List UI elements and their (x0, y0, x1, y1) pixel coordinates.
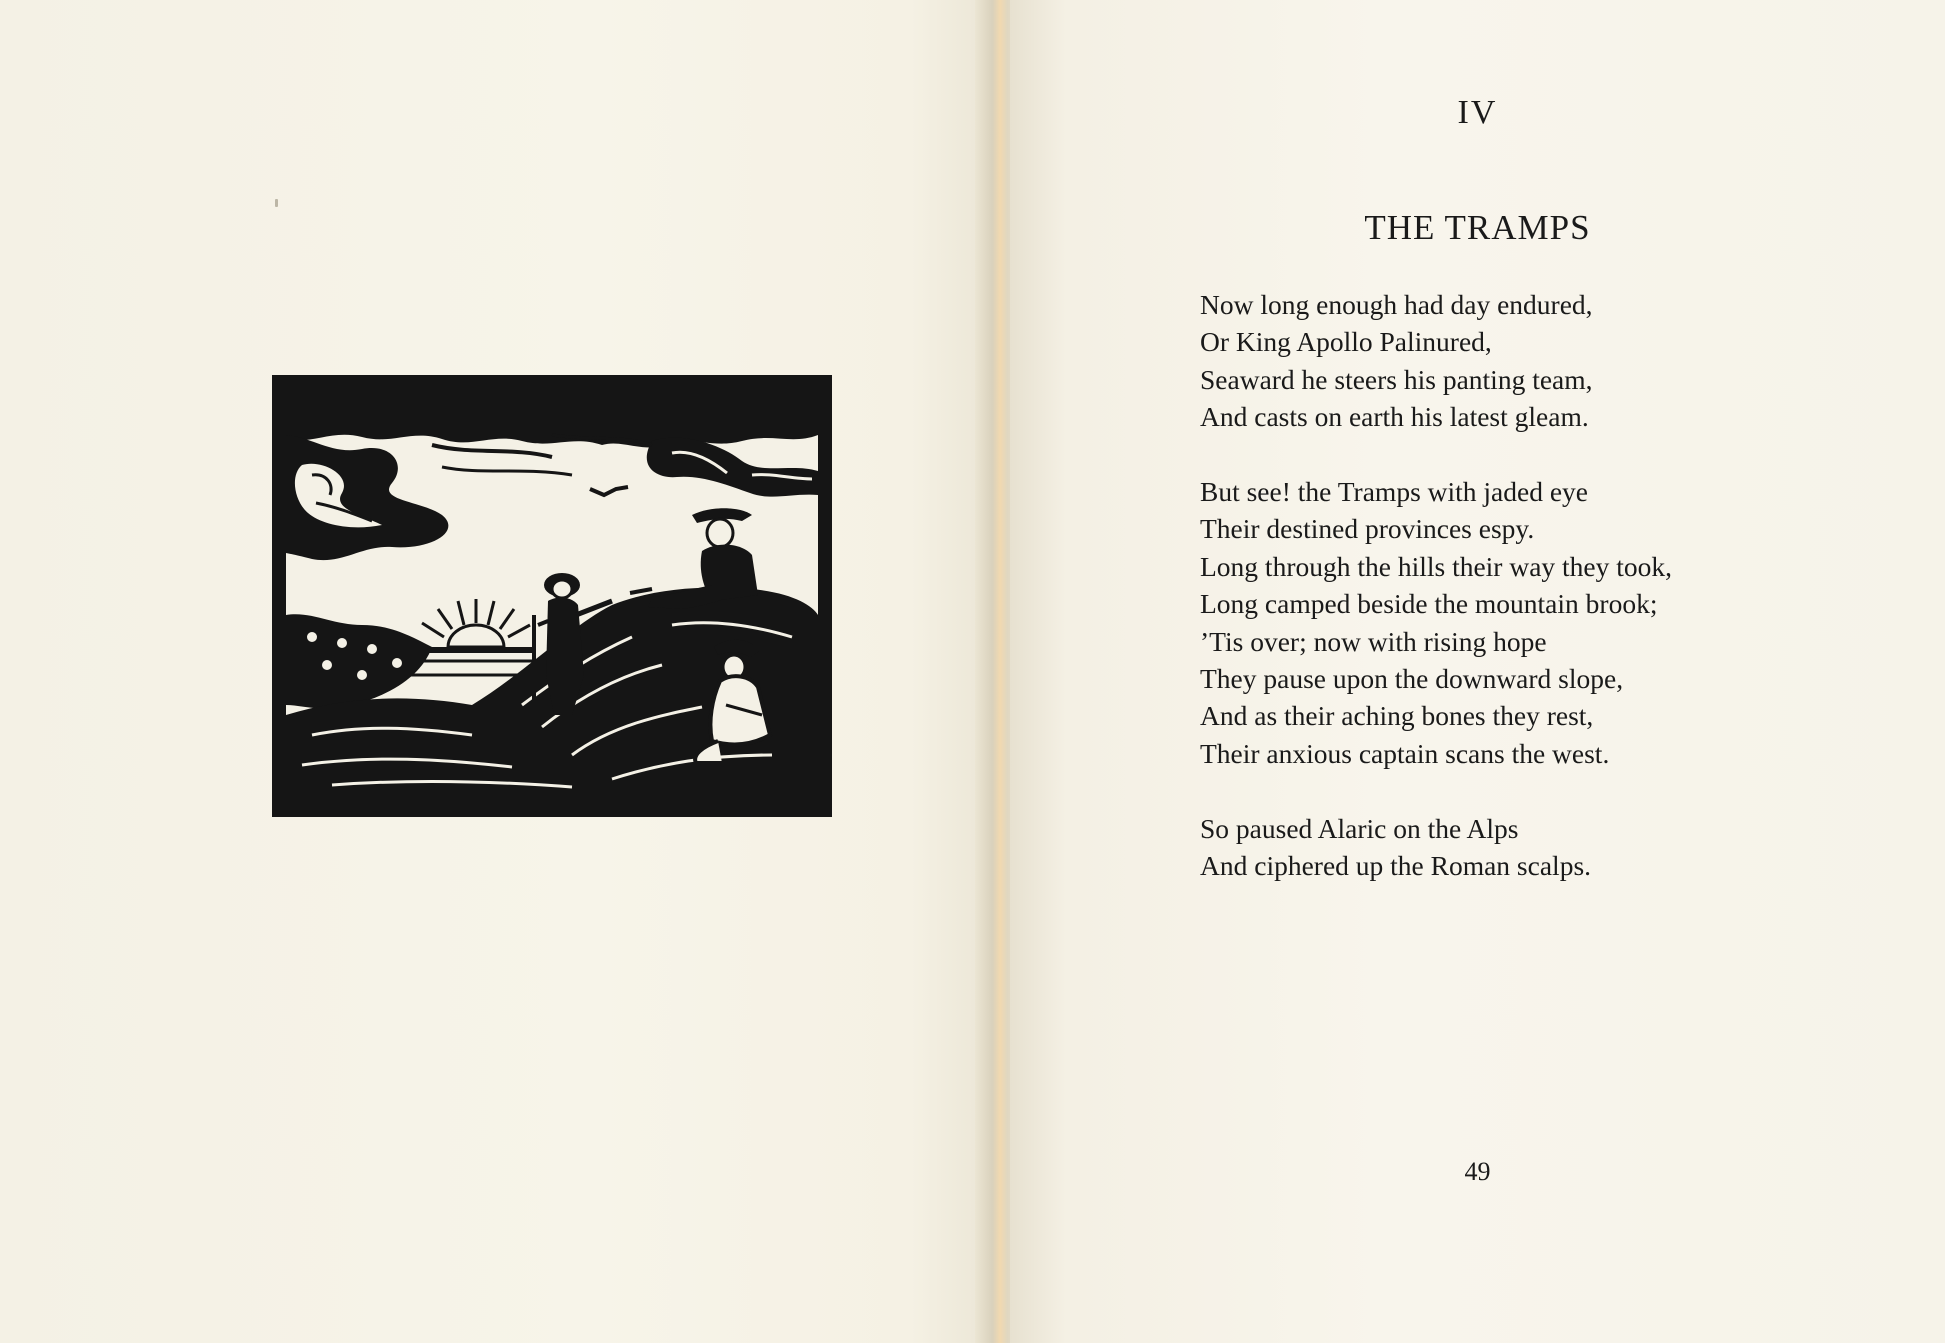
poem-line: Or King Apollo Palinured, (1200, 326, 1492, 358)
chapter-number: IV (1457, 94, 1498, 131)
poem-line: And casts on earth his latest gleam. (1200, 401, 1589, 433)
poem-line: Their destined provinces espy. (1200, 513, 1535, 545)
stanza (1200, 473, 1672, 772)
poem-line: They pause upon the downward slope, (1200, 663, 1624, 695)
poem-line: And ciphered up the Roman scalps. (1200, 850, 1592, 882)
stanza (1200, 286, 1672, 436)
poem-line: So paused Alaric on the Alps (1200, 812, 1519, 844)
poem-line: But see! the Tramps with jaded eye (1200, 476, 1588, 508)
poem-line: Long through the hills their way they took, (1200, 550, 1673, 582)
poem-body (1200, 286, 1672, 922)
page-number: 49 (1464, 1157, 1491, 1186)
poem-line: Their anxious captain scans the west. (1200, 737, 1610, 769)
stanza (1200, 810, 1672, 885)
poem-title: THE TRAMPS (1364, 208, 1591, 247)
poem-line: Long camped beside the mountain brook; (1200, 588, 1658, 620)
poem-line: Now long enough had day endured, (1200, 289, 1593, 320)
poem-line: ’Tis over; now with rising hope (1200, 625, 1547, 657)
paper-speck (275, 199, 278, 207)
poem-line: Seaward he steers his panting team, (1200, 363, 1593, 395)
poem-line: And as their aching bones they rest, (1200, 700, 1594, 732)
woodcut-illustration-icon (272, 375, 832, 817)
